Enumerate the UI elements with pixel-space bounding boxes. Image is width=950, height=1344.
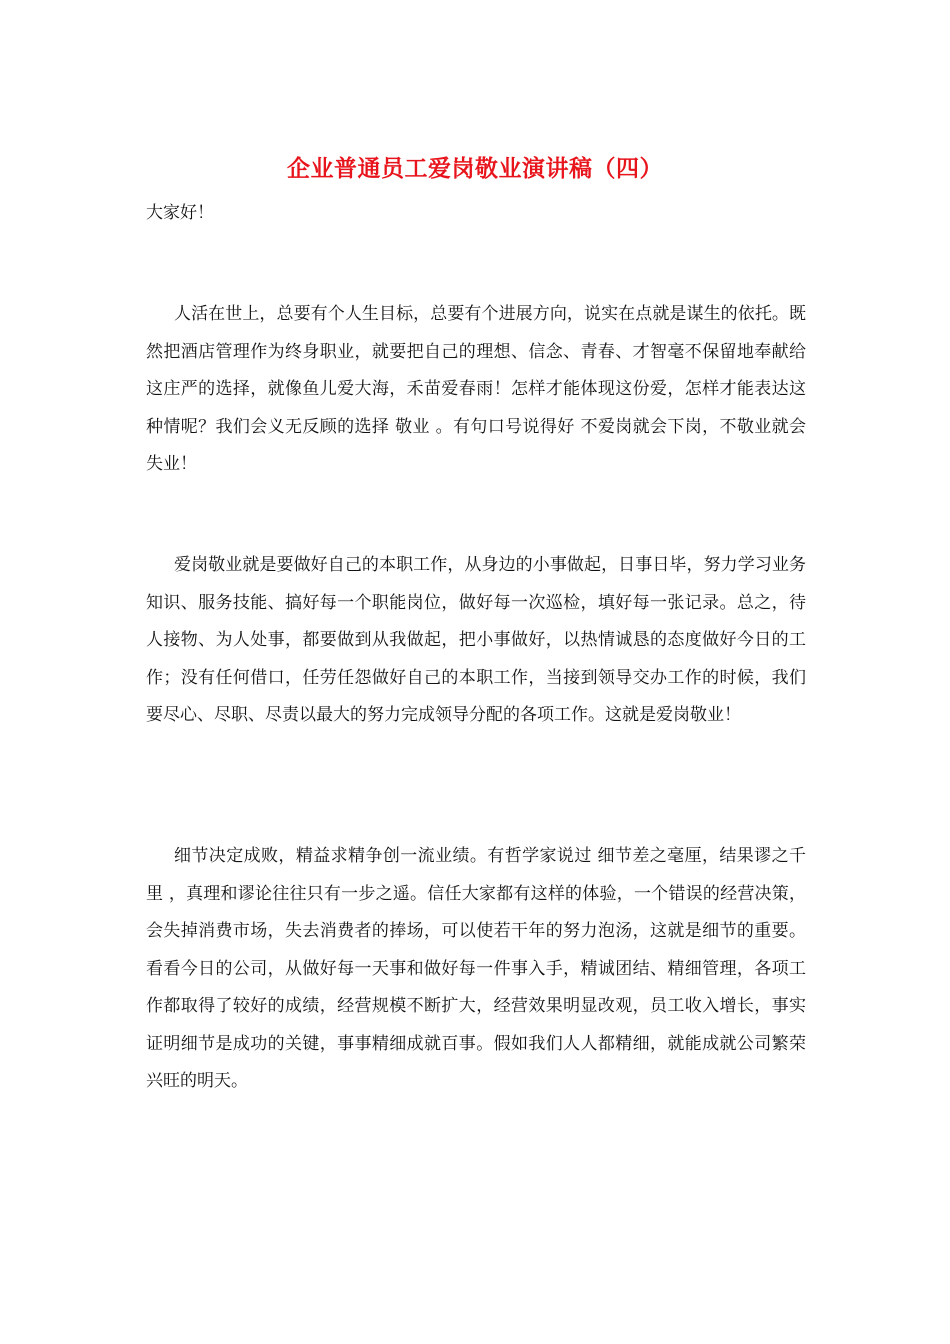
paragraph-1: 人活在世上，总要有个人生目标，总要有个进展方向，说实在点就是谋生的依托。既然把酒店管理作为终身职业，就要把自己的理想、信念、青春、才智毫不保留地奉献给这庄严的选择，就像鱼儿爱大海，禾苗爱春雨！怎样才能体现这份爱，怎样才能表达这种情呢？我们会义无反顾的选择 敬业 。有句口号说得好 不爱岗就会下岗，不敬业就会失业！ bbox=[146, 304, 806, 474]
paragraph-2: 爱岗敬业就是要做好自己的本职工作，从身边的小事做起，日事日毕，努力学习业务知识、服务技能、搞好每一个职能岗位，做好每一次巡检，填好每一张记录。总之，待人接物、为人处事，都要做到从我做起，把小事做好，以热情诚恳的态度做好今日的工作；没有任何借口，任劳任怨做好自己的本职工作，当接到领导交办工作的时候，我们要尽心、尽职、尽责以最大的努力完成领导分配的各项工作。这就是爱岗敬业！ bbox=[146, 555, 806, 725]
greeting-text: 大家好！ bbox=[146, 203, 214, 223]
document-title: 企业普通员工爱岗敬业演讲稿（四） bbox=[287, 155, 663, 182]
paragraph-3: 细节决定成败，精益求精争创一流业绩。有哲学家说过 细节差之毫厘，结果谬之千里 ，真理和谬论往往只有一步之遥。信任大家都有这样的体验，一个错误的经营决策，会失掉消费市场，失去消费者的捧场，可以使若干年的努力泡汤，这就是细节的重要。看看今日的公司，从做好每一天事和做好每一件事入手，精诚团结、精细管理，各项工作都取得了较好的成绩，经营规模不断扩大，经营效果明显改观，员工收入增长，事实证明细节是成功的关键，事事精细成就百事。假如我们人人都精细，就能成就公司繁荣兴旺的明天。 bbox=[146, 846, 806, 1091]
